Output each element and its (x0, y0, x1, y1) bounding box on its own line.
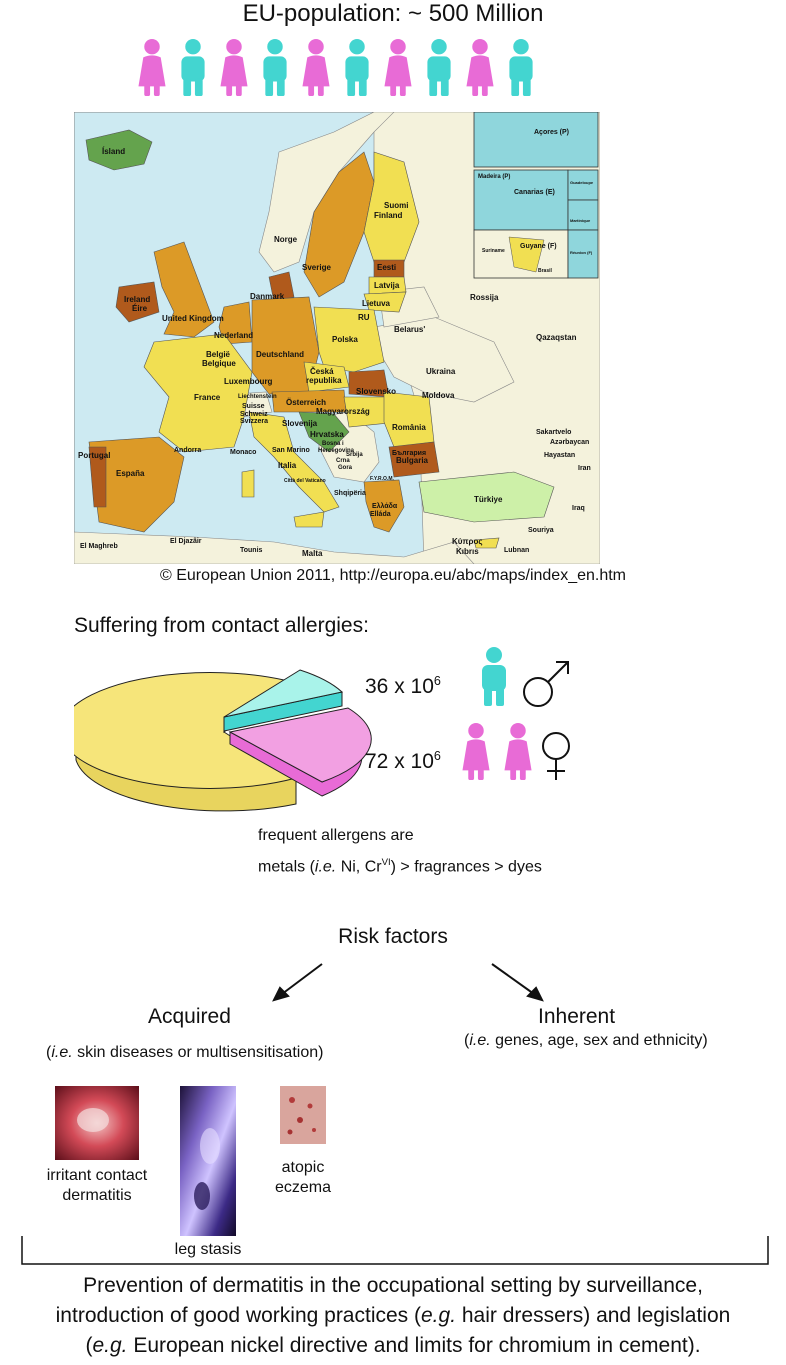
map-label: Bosna i (322, 441, 344, 447)
male-figure-icon (509, 39, 532, 96)
map-label: Kıbrıs (456, 547, 479, 556)
inherent-heading: Inherent (538, 1005, 616, 1028)
map-label: Shqipëria (334, 490, 366, 497)
map-label: Deutschland (256, 350, 305, 359)
map-label: Svizzera (240, 418, 269, 425)
female-figure-icon (466, 39, 493, 96)
map-label: Slovensko (356, 387, 397, 396)
atopic-label: atopic eczema (274, 1159, 332, 1196)
map-label: Portugal (78, 451, 111, 460)
map-label: Hrvatska (310, 430, 344, 439)
map-label: Hayastan (544, 452, 576, 459)
male-figure-icon (482, 647, 506, 706)
map-label: Ireland (124, 295, 151, 304)
map-label: Ελλάδα (372, 503, 398, 510)
map-label: Açores (P) (534, 129, 570, 136)
map-label: Österreich (286, 398, 327, 407)
map-label: Luxembourg (224, 377, 273, 386)
female-symbol-icon (543, 733, 569, 780)
map-label: Nederland (214, 331, 254, 340)
map-label: Hercegovina (318, 448, 355, 454)
map-label: България (392, 450, 427, 457)
map-label: România (392, 423, 426, 432)
map-label: republika (306, 376, 342, 385)
bracket (0, 1232, 786, 1272)
map-label: Eesti (377, 263, 397, 272)
map-label: Réunion (F) (570, 250, 593, 255)
risk-heading: Risk factors (338, 925, 448, 948)
map-label: Qazaqstan (536, 333, 577, 342)
allergens-line1: frequent allergens are (258, 827, 414, 844)
allergy-heading: Suffering from contact allergies: (74, 614, 369, 637)
atopic-eczema-photo (280, 1086, 326, 1144)
footer-line-2: introduction of good working practices (e.g. hair dressers) and legislation (55, 1304, 731, 1327)
map-label: Tounis (240, 547, 263, 554)
map-label: Magyarország (316, 407, 370, 416)
map-label: Lubnan (504, 547, 530, 554)
map-label: Guadeloupe (570, 180, 594, 185)
map-credit: © European Union 2011, http://europa.eu/abc/maps/index_en.htm (159, 567, 627, 584)
map-label: Souriya (528, 527, 554, 534)
female-figure-icon (504, 723, 531, 780)
map-label: Sverige (302, 263, 331, 272)
irritant-label: irritant contact dermatitis (46, 1167, 148, 1204)
map-label: España (116, 469, 145, 478)
map-label: Bulgaria (396, 456, 429, 465)
map-label: El Djazâir (170, 538, 202, 545)
map-label: RU (358, 313, 370, 322)
map-label: Martinique (570, 218, 591, 223)
leg-stasis-photo (180, 1086, 236, 1236)
map-label: Slovenija (282, 419, 318, 428)
map-label: Italia (278, 461, 297, 470)
map-label: Türkiye (474, 495, 503, 504)
inherent-subtitle: (i.e. genes, age, sex and ethnicity) (464, 1032, 708, 1049)
map-label: Lietuva (362, 299, 391, 308)
female-figure-icon (384, 39, 411, 96)
map-label: United Kingdom (162, 314, 224, 323)
map-label: Elláda (370, 511, 391, 518)
map-label: Finland (374, 211, 403, 220)
map-label: Norge (274, 235, 298, 244)
inset-guadeloupe (568, 170, 598, 200)
map-label: Éire (132, 304, 148, 313)
map-label: Iraq (572, 505, 585, 512)
map-label: Κύπρος (452, 537, 483, 546)
map-label: Suisse (242, 403, 265, 410)
allergy-figures (450, 640, 780, 780)
arrow-right-icon (492, 964, 542, 1000)
map-label: Česká (310, 367, 334, 376)
map-label: Moldova (422, 391, 455, 400)
male-symbol-icon (524, 662, 568, 706)
male-figure-icon (263, 39, 286, 96)
leg-stasis-label: leg stasis (174, 1241, 242, 1258)
map-label: Polska (332, 335, 358, 344)
male-figure-icon (427, 39, 450, 96)
female-figure-icon (138, 39, 165, 96)
female-figure-icon (462, 723, 489, 780)
eu-map (74, 112, 600, 564)
map-label: Gora (338, 465, 353, 471)
map-label: Azərbaycan (550, 439, 590, 446)
irritant-dermatitis-photo (55, 1086, 139, 1160)
romania (384, 392, 434, 447)
map-label: Suriname (482, 248, 505, 254)
male-count: 36 x $10^6$ (365, 674, 441, 698)
risk-arrows (0, 960, 786, 1020)
map-label: San Marino (272, 447, 310, 454)
map-label: Danmark (250, 292, 285, 301)
map-label: Srbija (346, 452, 363, 458)
map-label: België (206, 350, 231, 359)
map-label: Ísland (102, 147, 126, 156)
acquired-heading: Acquired (148, 1005, 231, 1028)
footer-line-3: (e.g. European nickel directive and limits for chromium in cement). (85, 1334, 701, 1357)
map-label: El Maghreb (80, 543, 118, 550)
map-label: Belgique (202, 359, 236, 368)
page-title: EU-population: ~ 500 Million (242, 0, 544, 27)
map-label: Monaco (230, 449, 257, 456)
map-label: France (194, 393, 221, 402)
map-label: Belarus' (394, 325, 426, 334)
map-label: Città del Vaticano (284, 478, 326, 484)
acquired-subtitle: (i.e. skin diseases or multisensitisation) (46, 1044, 324, 1061)
male-figure-icon (345, 39, 368, 96)
map-label: Malta (302, 549, 323, 558)
map-label: Rossija (470, 293, 499, 302)
sardinia (242, 470, 254, 497)
map-label: Andorra (174, 447, 202, 454)
map-label: Brasil (538, 268, 552, 274)
inset-acores (474, 112, 598, 167)
map-label: Ukraina (426, 367, 456, 376)
allergy-pie-chart (74, 662, 374, 832)
allergens-line2: metals (i.e. Ni, $Cr^{VI}$) > fragrances > dyes (258, 857, 542, 876)
map-label: Iran (578, 465, 591, 472)
map-label: Canarias (E) (514, 189, 555, 196)
female-figure-icon (302, 39, 329, 96)
map-label: F.Y.R.O.M. (370, 476, 394, 482)
map-label: Sakartvelo (536, 429, 572, 436)
footer-line-1: Prevention of dermatitis in the occupational setting by surveillance, (83, 1274, 703, 1297)
map-label: Liechtenstein (238, 394, 277, 400)
map-label: Latvija (374, 281, 400, 290)
map-label: Schweiz (240, 411, 268, 418)
female-count: 72 x $10^6$ (365, 749, 441, 773)
map-label: Madeira (P) (478, 174, 511, 180)
female-figure-icon (220, 39, 247, 96)
map-label: Suomi (384, 201, 409, 210)
map-label: Guyane (F) (520, 243, 557, 250)
male-figure-icon (181, 39, 204, 96)
arrow-left-icon (274, 964, 322, 1000)
inset-martinique (568, 200, 598, 230)
map-label: Crna (336, 458, 350, 464)
population-figures (0, 36, 786, 106)
